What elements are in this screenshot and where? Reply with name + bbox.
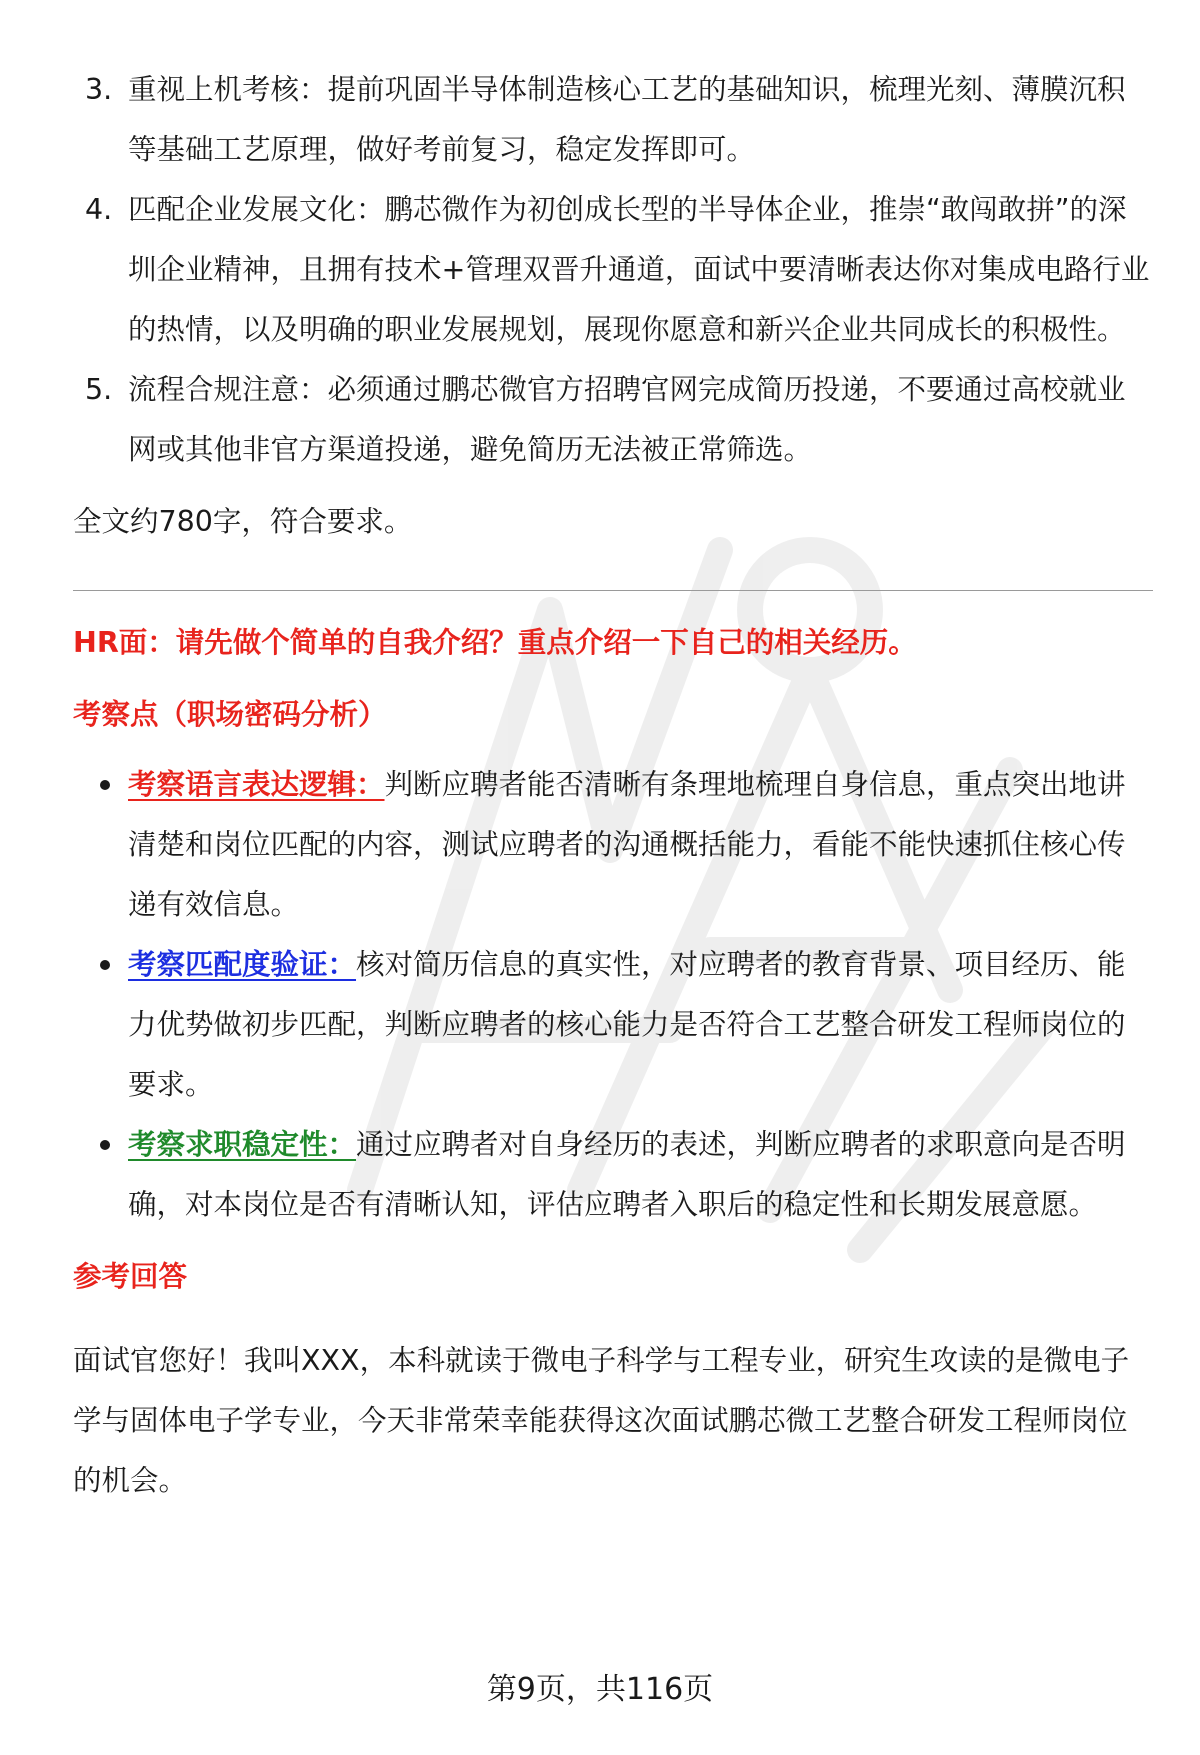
analysis-point: [73, 755, 1153, 935]
bullet-icon: [100, 1140, 110, 1150]
tip-number: 4.: [85, 193, 113, 226]
tip-number: 3.: [85, 73, 113, 106]
document-content: [73, 60, 1153, 1511]
analysis-points: [73, 755, 1153, 1235]
tip-number: 5.: [85, 373, 113, 406]
point-text: 判断应聘者能否清晰有条理地梳理自身信息，重点突出地讲清楚和岗位匹配的内容，测试应聘者的沟通概括能力，看能不能快速抓住核心传递有效信息。: [128, 768, 1126, 921]
analysis-point: [73, 935, 1153, 1115]
tip-text: 重视上机考核：提前巩固半导体制造核心工艺的基础知识，梳理光刻、薄膜沉积等基础工艺原理，做好考前复习，稳定发挥即可。: [128, 73, 1126, 166]
tip-item-4: [73, 180, 1153, 360]
point-text: 通过应聘者对自身经历的表述，判断应聘者的求职意向是否明确，对本岗位是否有清晰认知，评估应聘者入职后的稳定性和长期发展意愿。: [128, 1128, 1126, 1221]
tip-item-3: [73, 60, 1153, 180]
analysis-point: [73, 1115, 1153, 1235]
point-keyword: 考察求职稳定性：: [128, 1128, 357, 1161]
point-keyword: 考察语言表达逻辑：: [128, 768, 385, 801]
tips-list: [73, 60, 1153, 480]
point-keyword: 考察匹配度验证：: [128, 948, 357, 981]
bullet-icon: [100, 780, 110, 790]
tip-text: 匹配企业发展文化：鹏芯微作为初创成长型的半导体企业，推崇“敢闯敢拼”的深圳企业精神，且拥有技术+管理双晋升通道，面试中要清晰表达你对集成电路行业的热情，以及明确的职业发展规划，展现你愿意和新兴企业共同成长的积极性。: [128, 193, 1150, 346]
tip-item-5: [73, 360, 1153, 480]
answer-text: 面试官您好！我叫XXX，本科就读于微电子科学与工程专业，研究生攻读的是微电子学与固体电子学专业，今天非常荣幸能获得这次面试鹏芯微工艺整合研发工程师岗位的机会。: [73, 1344, 1130, 1497]
answer-heading: 参考回答: [73, 1260, 188, 1293]
section-divider: [73, 590, 1153, 591]
word-count-summary: 全文约780字，符合要求。: [73, 505, 413, 538]
page-footer: 第9页，共116页: [486, 1672, 714, 1707]
analysis-heading: 考察点（职场密码分析）: [73, 698, 387, 731]
point-text: 核对简历信息的真实性，对应聘者的教育背景、项目经历、能力优势做初步匹配，判断应聘者的核心能力是否符合工艺整合研发工程师岗位的要求。: [128, 948, 1126, 1101]
tip-text: 流程合规注意：必须通过鹏芯微官方招聘官网完成简历投递，不要通过高校就业网或其他非官方渠道投递，避免简历无法被正常筛选。: [128, 373, 1126, 466]
bullet-icon: [100, 960, 110, 970]
interview-question: HR面：请先做个简单的自我介绍？重点介绍一下自己的相关经历。: [73, 626, 917, 659]
